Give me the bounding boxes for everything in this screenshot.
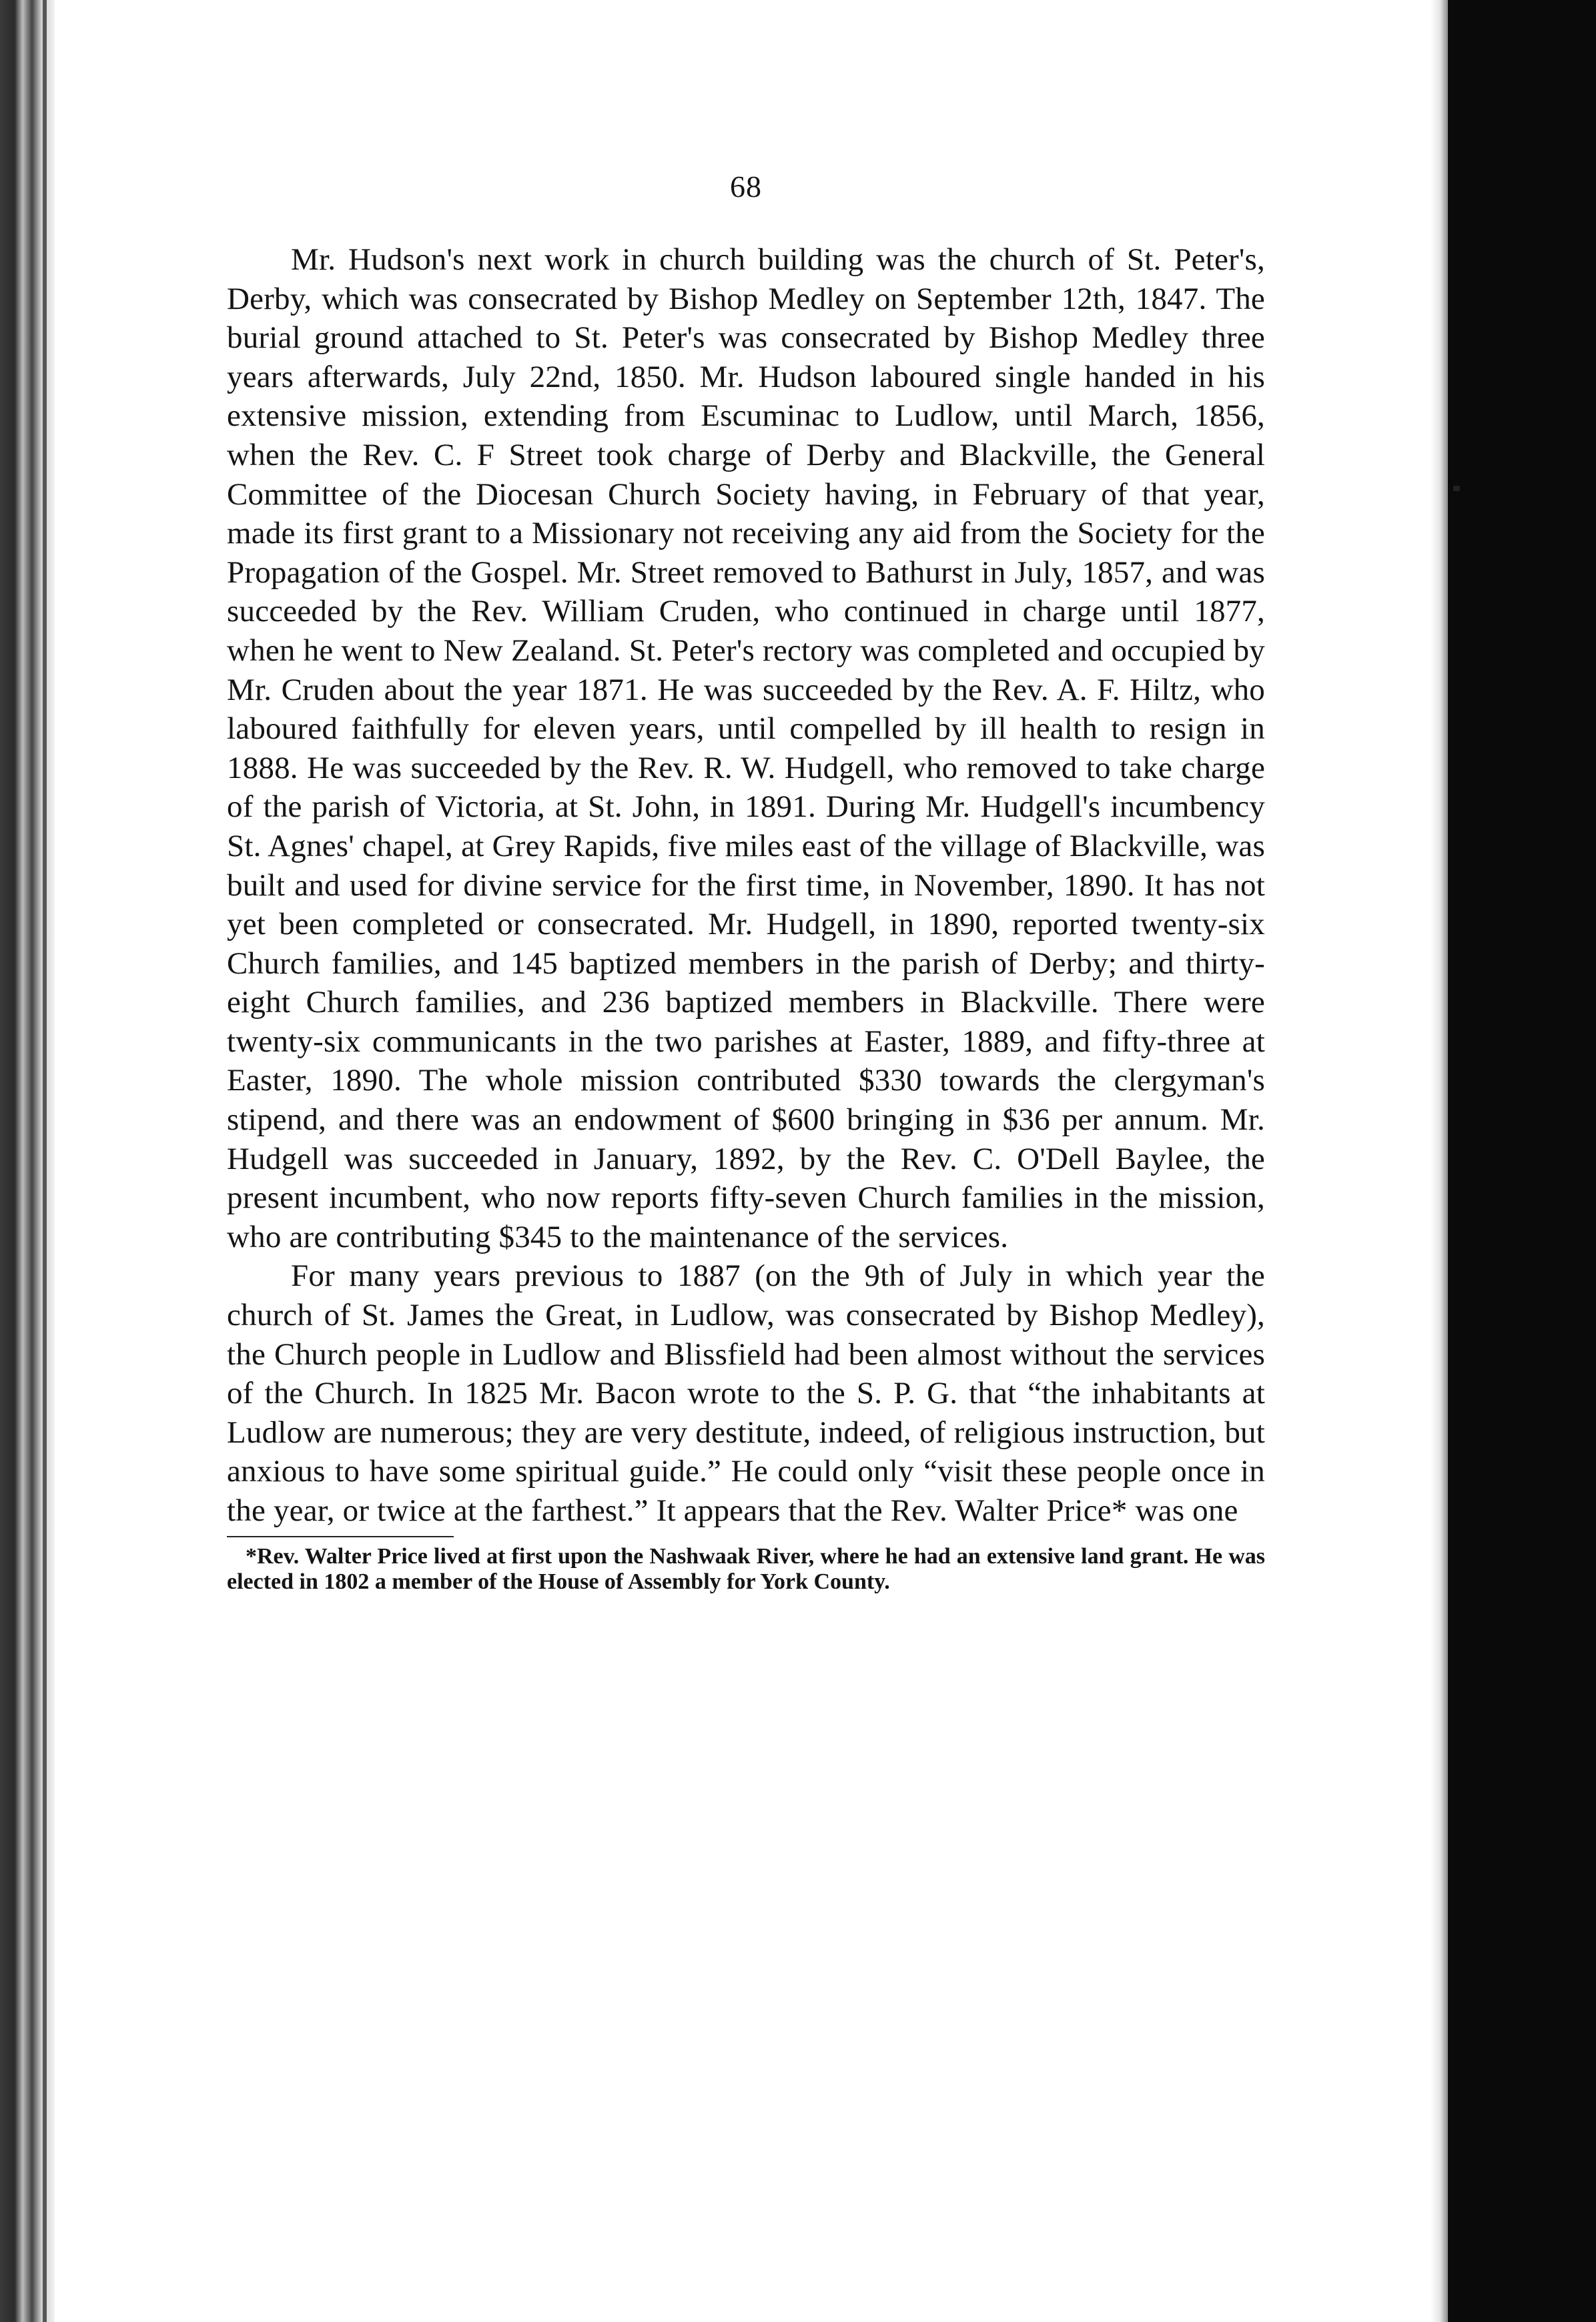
body-text	[227, 240, 1265, 1531]
book-page	[227, 167, 1265, 1595]
scan-left-edge-line	[43, 0, 47, 2322]
footnote-walter-price: *Rev. Walter Price lived at first upon the Nashwaak River, where he had an extensive land grant. He was elected in 1802 a member of the House of Assembly for York County.	[227, 1543, 1265, 1594]
scan-right-gutter	[1431, 0, 1448, 2322]
paragraph-hudson-derby: Mr. Hudson's next work in church building was the church of St. Peter's, Derby, which was consecrated by Bishop Medley on September 12th, 1847. The burial ground attached to St. Peter's was consecrated by Bishop Medley three years afterwards, July 22nd, 1850. Mr. Hudson laboured single handed in his extensive mission, extending from Escuminac to Ludlow, until March, 1856, when the Rev. C. F Street took charge of Derby and Blackville, the General Committee of the Diocesan Church Society having, in February of that year, made its first grant to a Missionary not receiving any aid from the Society for the Propagation of the Gospel. Mr. Street removed to Bathurst in July, 1857, and was succeeded by the Rev. William Cruden, who continued in charge until 1877, when he went to New Zealand. St. Peter's rectory was completed and occupied by Mr. Cruden about the year 1871. He was succeeded by the Rev. A. F. Hiltz, who laboured faithfully for eleven years, until compelled by ill health to resign in 1888. He was succeeded by the Rev. R. W. Hudgell, who removed to take charge of the parish of Victoria, at St. John, in 1891. During Mr. Hudgell's incumbency St. Agnes' chapel, at Grey Rapids, five miles east of the village of Blackville, was built and used for divine service for the first time, in November, 1890. It has not yet been completed or consecrated. Mr. Hudgell, in 1890, reported twenty-six Church families, and 145 baptized members in the parish of Derby; and thirty-eight Church families, and 236 baptized members in Blackville. There were twenty-six communicants in the two parishes at Easter, 1889, and fifty-three at Easter, 1890. The whole mission contributed $330 towards the clergyman's stipend, and there was an endowment of $600 bringing in $36 per annum. Mr. Hudgell was succeeded in January, 1892, by the Rev. C. O'Dell Baylee, the present incumbent, who now reports fifty-seven Church families in the mission, who are contributing $345 to the maintenance of the services.	[227, 242, 1265, 1254]
stray-ink-mark	[1453, 486, 1460, 491]
paragraph-ludlow: For many years previous to 1887 (on the 9th of July in which year the church of St. James the Great, in Ludlow, was consecrated by Bishop Medley), the Church people in Ludlow and Blissfield had been almost without the services of the Church. In 1825 Mr. Bacon wrote to the S. P. G. that “the inhabitants at Ludlow are numerous; they are very destitute, indeed, of religious instruction, but anxious to have some spiritual guide.” He could only “visit these people once in the year, or twice at the farthest.” It appears that the Rev. Walter Price* was one	[227, 1258, 1265, 1528]
scan-left-edge	[0, 0, 55, 2322]
page-number: 68	[730, 169, 762, 204]
scan-right-edge	[1448, 0, 1596, 2322]
footnote-rule	[227, 1536, 454, 1537]
